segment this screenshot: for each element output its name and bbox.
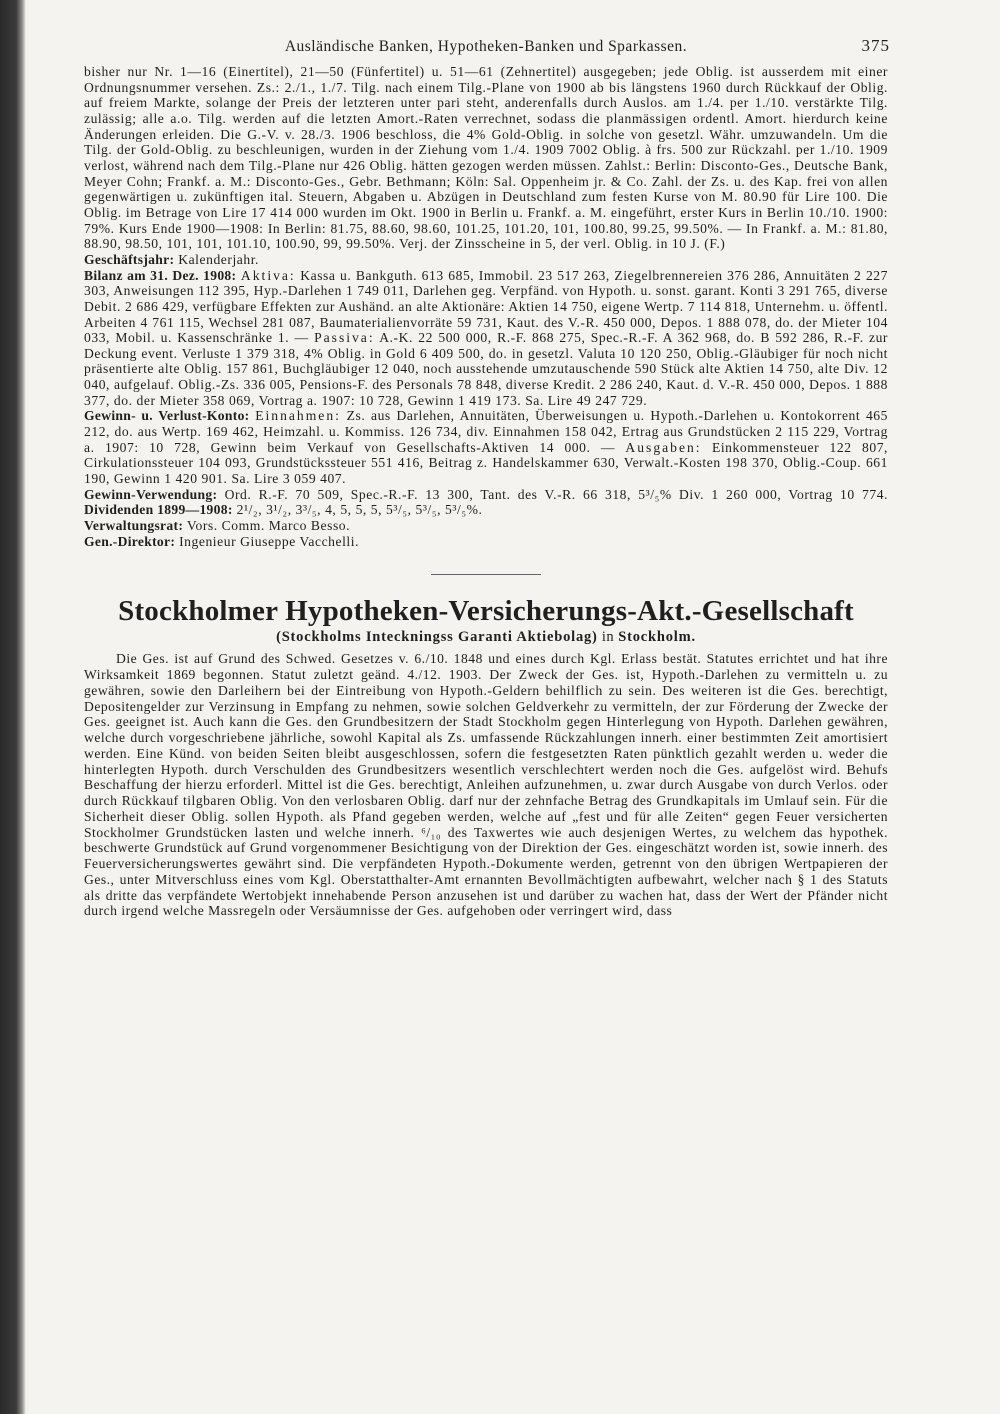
general-director-line — [84, 534, 888, 550]
profit-loss-label: Gewinn- u. Verlust-Konto: — [84, 408, 250, 424]
income-label: Einnahmen: — [255, 408, 341, 424]
income-text: Zs. aus Darlehen, Annuitäten, Überweisungen u. Hypoth.-Darlehen u. Kontokorrent 465 212, do. aus Wertp. 169 462, Heimzahl. u. Kommiss. 126 734, div. Einnahmen 158 042, Ertrag aus Grundstücken 2 115 229, Vortrag a. 1907: 10 728, Gewinn beim Verkauf von Gesellschafts-Aktiven 14 000. — — [84, 408, 888, 455]
dividends-text: 2¹/₂, 3¹/₂, 3³/₅, 4, 5, 5, 5, 5³/₅, 5³/₅, 5³/₅%. — [236, 502, 483, 518]
board-text: Vors. Comm. Marco Besso. — [186, 518, 351, 534]
section-divider — [431, 574, 541, 575]
profit-allocation-paragraph — [84, 487, 888, 518]
subtitle-in: in — [601, 629, 615, 646]
section-body-paragraph: Die Ges. ist auf Grund des Schwed. Gesetzes v. 6./10. 1848 und eines durch Kgl. Erlass bestät. Statutes errichtet und hat ihre Wirksamkeit 1869 begonnen. Statut zuletzt geänd. 4./12. 1903. Der Zweck der Ges. ist, Hypoth.-Darlehen zu vermitteln u. zu gewähren, sowie den Darleihern bei der Eintreibung von Hypoth.-Geldern behilflich zu sein. Des weiteren ist die Ges. berechtigt, Depositengelder zur Verzinsung in Empfang zu nehmen, sowie solchen Geldverkehr zu vermitteln, der zur Förderung der Zwecke der Ges. geeignet ist. Auch kann die Ges. den Grundbesitzern der Stadt Stockholm gegen Hinterlegung von Hypoth. Darlehen gewähren, welche durch vorgeschriebene jährliche, sowohl Kapital als Zs. umfassende Rückzahlungen innerh. einer bestimmten Zeit amortisiert werden. Eine Künd. von beiden Seiten bleibt ausgeschlossen, sofern die festgesetzten Raten pünktlich gezahlt werden u. weder die hinterlegten Hypoth. durch Verschulden des Grundbesitzers wesentlich verschlechtert werden noch die Ges. aufgelöst wird. Behufs Beschaffung der hierzu erforderl. Mittel ist die Ges. berechtigt, Anleihen aufzunehmen, u. zwar durch Ausgabe von durch Verlos. oder durch Rückkauf tilgbaren Oblig. Von den verlosbaren Oblig. darf nur der zehnfache Betrag des Grundkapitals im Umlauf sein. Für die Sicherheit dieser Oblig. sollen Hypoth. als Pfand gegeben werden, welche auf „fest und für alle Zeiten“ gegen Feuer versicherten Stockholmer Grundstücken lasten und welche innerh. ⁶/₁₀ des Taxwertes wie auch desjenigen Wertes, zu welchem das hypothek. beschwerte Grundstück auf Grund vorgenommener Besichtigung von der Direktion der Ges. eingeschätzt worden ist, sowie innerh. des Feuerversicherungswertes gewährt sind. Die verpfändeten Hypoth.-Dokumente werden, getrennt von den übrigen Wertpapieren der Ges., unter Mitverschluss eines vom Kgl. Oberstatthalter-Amt ernannten Bevollmächtigten aufbewahrt, welcher nach § 1 des Statuts als dritte das verpfändete Wertobjekt innehabende Person anzusehen ist und darüber zu wachen hat, dass der Wert der Pfänder nicht durch irgend welche Massregeln oder Versäumnisse der Ges. aufgehoben oder verringert wird, dass — [84, 651, 888, 919]
fiscal-year-value: Kalenderjahr. — [178, 251, 259, 267]
header-title: Ausländische Banken, Hypotheken-Banken und Sparkassen. — [284, 38, 688, 55]
page-number: 375 — [861, 36, 890, 55]
general-director-label: Gen.-Direktor: — [84, 533, 176, 549]
bond-details-paragraph: bisher nur Nr. 1—16 (Einertitel), 21—50 (Fünfertitel) u. 51—61 (Zehnertitel) ausgegeben; jede Oblig. ist ausserdem mit einer Ordnungsnummer versehen. Zs.: 2./1., 1./7. Tilg. nach einem Tilg.-Plane von 1900 ab bis längstens 1960 durch Rückkauf der Oblig. auf freiem Markte, solange der Preis der letzteren unter pari steht, anderenfalls durch Auslos. am 1./4. per 1./10. verstärkte Tilg. zulässig; alle a.o. Tilg. werden auf die letzten Amort.-Raten verrechnet, sodass die planmässigen ordentl. Amort. hierdurch keine Änderungen erleiden. Die G.-V. v. 28./3. 1906 beschloss, die 4% Gold-Oblig. in solche von gesetzl. Währ. umzuwandeln. Um die Tilg. der Gold-Oblig. zu beschleunigen, wurden in der Ziehung vom 1./4. 1909 7002 Oblig. à frs. 500 zur Rückzahl. per 1./10. 1909 verlost, während nach dem Tilg.-Plane nur 426 Oblig. hätten gezogen werden müssen. Zahlst.: Berlin: Disconto-Ges., Deutsche Bank, Meyer Cohn; Frankf. a. M.: Disconto-Ges., Gebr. Bethmann; Köln: Sal. Oppenheim jr. & Co. Zahl. der Zs. u. des Kap. frei von allen gegenwärtigen u. zukünftigen ital. Steuern, Abgaben u. Abzügen in Deutschland zum festen Kurse von M. 80.90 für Lire 100. Die Oblig. im Betrage von Lire 17 414 000 wurden im Okt. 1900 in Berlin u. Frankf. a. M. eingeführt, erster Kurs in Berlin 10./10. 1900: 79%. Kurs Ende 1900—1908: In Berlin: 81.75, 88.60, 98.60, 101.25, 101.20, 101, 100.80, 99.25, 99.50%. — In Frankf. a. M.: 81.80, 88.90, 98.50, 101, 101, 101.10, 100.90, 99, 99.50%. Verj. der Zinsscheine in 5, der verl. Oblig. in 10 J. (F.) — [84, 64, 888, 252]
liabilities-text: A.-K. 22 500 000, R.-F. 868 275, Spec.-R.-F. A 362 968, do. B 592 286, R.-F. zur Deckung event. Verluste 1 379 318, 4% Oblig. in Gold 6 409 500, do. in gesetzl. Valuta 10 120 250, Oblig.-Gläubiger für noch nicht präsentierte alte Oblig. 157 861, Buchgläubiger 12 040, noch ausstehende umzutauschende 590 Stück alte Aktien 14 750, alte Div. 12 040, aufgelauf. Oblig.-Zs. 336 005, Pensions-F. des Personals 78 848, diverse Kredit. 2 286 240, Kaut. d. V.-R. 450 000, Depos. 1 888 377, do. der Mieter 358 069, Vortrag a. 1907: 10 728, Gewinn 1 419 173. Sa. Lire 49 247 729. — [84, 330, 889, 408]
subtitle-swedish-name: (Stockholms Inteckningss Garanti Aktiebolag) — [276, 629, 598, 646]
dividends-label: Dividenden 1899—1908: — [84, 502, 233, 518]
board-line — [84, 518, 888, 534]
document-page — [84, 34, 888, 919]
balance-sheet-label: Bilanz am 31. Dez. 1908: — [84, 267, 237, 283]
assets-label: Aktiva: — [240, 267, 296, 283]
balance-sheet-paragraph — [84, 268, 888, 409]
book-spine-shadow — [0, 0, 26, 1414]
liabilities-label: Passiva: — [314, 330, 375, 346]
profit-allocation-text: Ord. R.-F. 70 509, Spec.-R.-F. 13 300, Tant. des V.-R. 66 318, 5³/₅% Div. 1 260 000, Vortrag 10 774. — [224, 486, 889, 502]
fiscal-year-label: Geschäftsjahr: — [84, 251, 175, 267]
section-title: Stockholmer Hypotheken-Versicherungs-Akt.-Gesellschaft — [118, 595, 854, 628]
board-label: Verwaltungsrat: — [84, 518, 184, 534]
expenses-text: Einkommensteuer 122 807, Cirkulationssteuer 104 093, Grundstückssteuer 551 416, Beitrag z. Handelskammer 630, Verwalt.-Kosten 198 370, Oblig.-Coup. 661 190, Gewinn 1 420 901. Sa. Lire 3 059 407. — [84, 439, 888, 487]
previous-entry — [84, 64, 888, 549]
general-director-text: Ingenieur Giuseppe Vacchelli. — [179, 533, 360, 549]
profit-allocation-label: Gewinn-Verwendung: — [84, 486, 218, 502]
running-header — [84, 34, 888, 64]
profit-loss-paragraph — [84, 408, 888, 486]
section-body — [84, 651, 888, 919]
section-subtitle — [84, 627, 888, 647]
assets-text: Kassa u. Bankguth. 613 685, Immobil. 23 517 263, Ziegelbrennereien 376 286, Annuitäten 2 227 303, Anweisungen 112 395, Hyp.-Darlehen 1 749 011, Darlehen geg. Verpfänd. von Hypoth. u. sonst. garant. Konti 3 291 765, diverse Debit. 2 686 429, verfügbare Effekten zur Aushänd. an alte Aktionäre: Aktien 14 750, eigene Wertp. 7 114 818, Unternehm. u. öffentl. Arbeiten 4 761 115, Wechsel 281 087, Baumaterialienvorräte 59 731, Kaut. des V.-R. 450 000, Depos. 1 888 078, do. der Mieter 104 033, Mobil. u. Kassenschränke 1. — — [84, 267, 888, 346]
subtitle-city: Stockholm. — [618, 629, 696, 646]
expenses-label: Ausgaben: — [625, 439, 702, 455]
fiscal-year-line — [84, 252, 888, 268]
